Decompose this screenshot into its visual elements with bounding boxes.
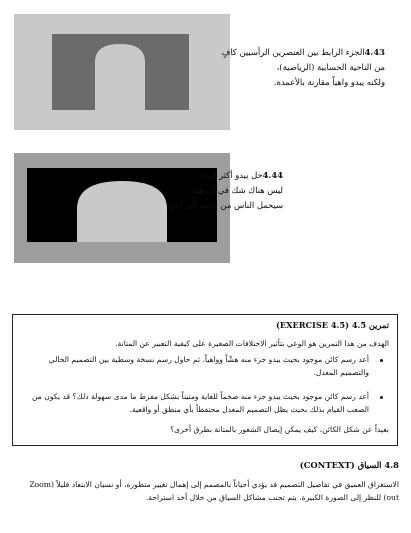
caption-line-1: 4.43الجزء الرابط بين العنصرين الرأسيين كافٍ <box>221 47 385 57</box>
bullet-dot <box>380 396 383 399</box>
exercise-intro: الهدف من هذا التمرين هو الوعي بتأثير الاختلافات الصغيرة على كيفية التعبير عن المتانة. <box>115 339 389 348</box>
arch-opening <box>77 181 167 242</box>
caption-line-1: 4.44حل يبدو أكثر قوة. <box>200 170 283 180</box>
figure-thin-arch <box>14 14 230 130</box>
figure-number: 4.44 <box>262 170 283 180</box>
section-body: الاستغراق العميق في تفاصيل التصميم قد يؤدي أحياناً بالمصمم إلى إهمال تغيير منظوره، أو نسيان الابتعاد قليلاً (Zoom out) للنظر إلى الصورة الكبيرة. يتم تجنب مشاكل السياق من خلال أخذ استراحة. <box>29 480 399 502</box>
figure-number: 4.43 <box>364 47 385 57</box>
exercise-title: تمرين 4.5 (EXERCISE 4.5) <box>276 320 389 330</box>
arch-opening <box>95 44 145 110</box>
caption-line-3: سيحمل الناس من جانب إلى آخر. <box>167 200 283 210</box>
exercise-closing: بعيداً عن شكل الكائن، كيف يمكن إيصال الشعور بالمتانة بطرق أخرى؟ <box>170 425 389 434</box>
exercise-box <box>12 314 398 446</box>
caption-line-2: ليس هناك شك في أن هذا <box>192 185 283 195</box>
figure2-caption <box>163 168 283 213</box>
figure1-caption <box>215 45 385 90</box>
caption-line-3: ولكنه يبدو واهياً مقارنة بالأعمدة. <box>273 77 385 87</box>
section-title: 4.8 السياق (CONTEXT) <box>299 460 399 470</box>
bullet-dot <box>380 359 383 362</box>
caption-line-2: من الناحية الحسابية (الرياضية)، <box>276 62 385 72</box>
exercise-bullet-2: أعد رسم كائن موجود بحيث يبدو جزء منه ضخماً للغاية ومتيناً بشكل مفرط ما مدى سهولة ذلك؟ قد يكون من الصعب القيام بذلك بحيث يظل التصميم المعدل محتفظاً بأي منطق أو واقعية. <box>32 392 369 414</box>
exercise-bullet-1: أعد رسم كائن موجود بحيث يبدو جزء منه هشّاً وواهياً. ثم حاول رسم نسخة وسطية بين التصميم الحالي والتصميم المعدل. <box>48 355 369 377</box>
